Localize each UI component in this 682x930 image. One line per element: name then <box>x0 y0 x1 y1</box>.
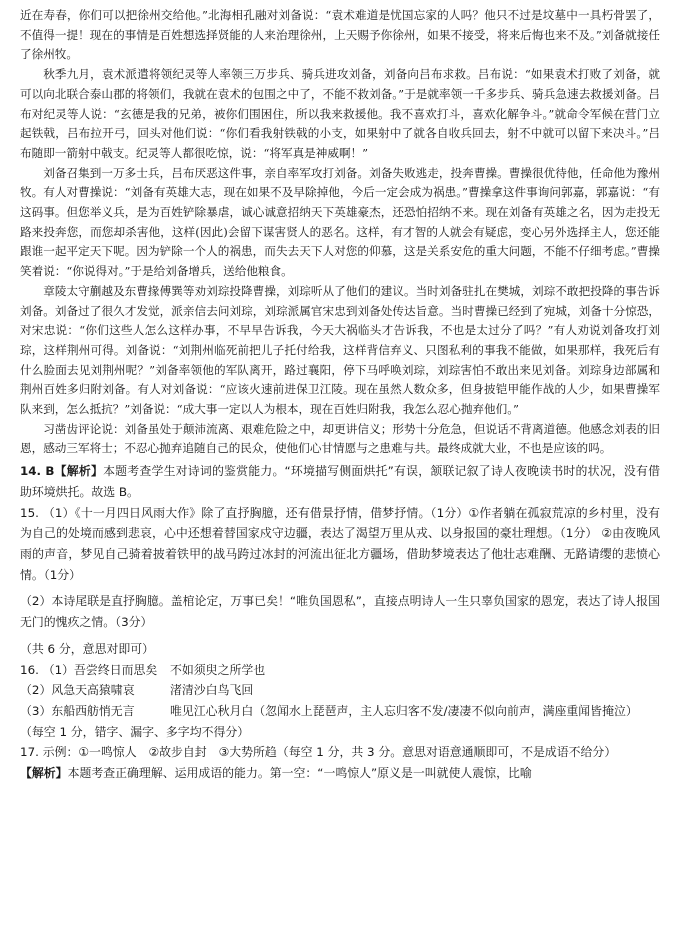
answer-15-note: （共 6 分，意思对即可） <box>20 641 155 656</box>
answer-17: 17. 示例：①一鸣惊人 ②故步自封 ③大势所趋（每空 1 分，共 3 分。意思对语意通顺即可，不是成语不给分） <box>20 745 617 760</box>
answer-14-tag: 14. B【解析】 <box>20 464 104 479</box>
answer-16-3-label: （3）东船西舫悄无言 <box>20 703 135 718</box>
passage-paragraph: 章陵太守蒯越及东曹掾傅巽等劝刘琮投降曹操，刘琮听从了他们的建议。当时刘备驻扎在樊城，刘琮不敢把投降的事告诉刘备。刘备过了很久才发觉，派亲信去问刘琮，刘琮派属官宋忠到刘备处传达旨意。当时曹操已经到了宛城，刘备十分惊恐，对宋忠说：“你们这些人怎么这样办事，不早早告诉我，今天大祸临头才告诉我，不也是太过分了吗？”有人劝说刘备攻打刘琮，这样荆州可得。刘备说：“刘荆州临死前把儿子托付给我，这样背信弃义、只图私利的事我不能做，如果那样，我死后有什么脸面去见刘荆州呢？”刘备率领他的军队离开，路过襄阳，停下马呼唤刘琮，刘琮害怕不敢出来见刘备。刘琮身边部属和荆州百姓多归附刘备。有人对刘备说：“应该火速前进保卫江陵。现在虽然人数众多，但身披铠甲能作战的人少，如果曹操军队来到，怎么抵抗？”刘备说：“成大事一定以人为根本，现在百姓归附我，我怎么忍心抛弃他们。” <box>20 283 660 417</box>
answer-16-1-label: 16. （1）吾尝终日而思矣 <box>20 662 158 677</box>
passage-paragraph: 习凿齿评论说：刘备虽处于颠沛流离、艰难危险之中，却更讲信义；形势十分危急，但说话不背离道德。他感念刘表的旧恩，感动三军将士；不忍心抛弃追随自己的民众，使他们心甘情愿与之患难与共。最终成就大业，不也是应该的吗。 <box>20 421 660 456</box>
answer-17-analysis-text: 本题考查正确理解、运用成语的能力。第一空：“一鸣惊人”原义是一叫就使人震惊，比喻 <box>67 766 532 781</box>
answer-16-line3 <box>20 701 660 722</box>
answer-16-2-text: 渚清沙白鸟飞回 <box>170 683 254 698</box>
translation-passage <box>20 6 660 459</box>
answer-14 <box>20 461 660 502</box>
passage-paragraph: 近在寿春，你们可以把徐州交给他。”北海相孔融对刘备说：“袁术难道是忧国忘家的人吗？他只不过是坟墓中一具朽骨罢了，不值得一提！现在的事情是百姓想选择贤能的人来治理徐州，上天赐予你徐州，如果不接受，将来后悔也来不及。”刘备就接任了徐州牧。 <box>20 8 660 62</box>
answer-16-note: （每空 1 分，错字、漏字、多字均不得分） <box>20 724 250 739</box>
answer-key <box>20 461 660 784</box>
answer-15-part2: （2）本诗尾联是直抒胸臆。盖棺论定，万事已矣！“唯负国恩私”，直接点明诗人一生只辜负国家的恩宠，表达了诗人报国无门的愧疚之情。（3分） <box>20 594 660 630</box>
answer-16-3-text: 唯见江心秋月白（忽闻水上琵琶声，主人忘归客不发/凄凄不似向前声，满座重闻皆掩泣） <box>170 703 638 718</box>
answer-14-text: 本题考查学生对诗词的鉴赏能力。“环境描写侧面烘托”有误，颔联记叙了诗人夜晚读书时的状况，没有借助环境烘托。故选 B。 <box>20 464 660 499</box>
passage-paragraph: 秋季九月，袁术派遣将领纪灵等人率领三万步兵、骑兵进攻刘备，刘备向吕布求救。吕布说：“如果袁术打败了刘备，就可以向北联合泰山郡的将领们，我就在袁术的包围之中了，不能不救刘备。”于是就率领一千多步兵、骑兵急速去救援刘备。吕布对纪灵等人说：“玄德是我的兄弟，被你们围困住，所以我来救援他。我不喜欢打斗，喜欢化解争斗。”就命令军候在营门立起铁戟，吕布拉开弓，回头对他们说：“你们看我射铁戟的小支，如果射中了就各自收兵回去，射不中就可以留下来决斗。”吕布随即一箭射中戟支。纪灵等人都很吃惊，说：“将军真是神威啊！” <box>20 67 660 160</box>
answer-17-tag: 【解析】 <box>20 766 68 781</box>
answer-16-2-label: （2）风急天高猿啸哀 <box>20 683 135 698</box>
answer-15-part1: 15. （1）《十一月四日风雨大作》除了直抒胸臆，还有借景抒情，借梦抒情。（1分）①作者躺在孤寂荒凉的乡村里，没有为自己的处境而感到悲哀，心中还想着替国家戍守边疆，表达了渴望万里从戎、以身报国的豪壮理想。（1分） ②由夜晚风雨的声音，梦见自己骑着披着铁甲的战马跨过冰封的河流出征北方疆场，借助梦境表达了他壮志难酬、无路请缨的悲愤心情。（1分） <box>20 505 660 582</box>
answer-16-line2 <box>20 680 660 701</box>
answer-16-1-text: 不如须臾之所学也 <box>170 662 266 677</box>
answer-16-line1 <box>20 660 660 681</box>
passage-paragraph: 刘备召集到一万多士兵，吕布厌恶这件事，亲自率军攻打刘备。刘备失败逃走，投奔曹操。曹操很优待他，任命他为豫州牧。有人对曹操说：“刘备有英雄大志，现在如果不及早除掉他，今后一定会成为祸患。”曹操拿这件事询问郭嘉，郭嘉说：“有这码事。但您举义兵，是为百姓铲除暴虐，诚心诚意招纳天下英雄豪杰，还恐怕招纳不来。现在刘备有英雄之名，因为走投无路来投奔您，而您却杀害他，这样(因此)会留下谋害贤人的恶名。这样，有才智的人就会有疑虑，变心另外选择主人，您还能跟谁一起平定天下呢。因为铲除一个人的祸患，而失去天下人对您的仰慕，这是关系安危的重大问题，不能不仔细考虑。”曹操笑着说：“你说得对。”于是给刘备增兵，送给他粮食。 <box>20 165 660 279</box>
answer-17-analysis <box>20 763 660 784</box>
